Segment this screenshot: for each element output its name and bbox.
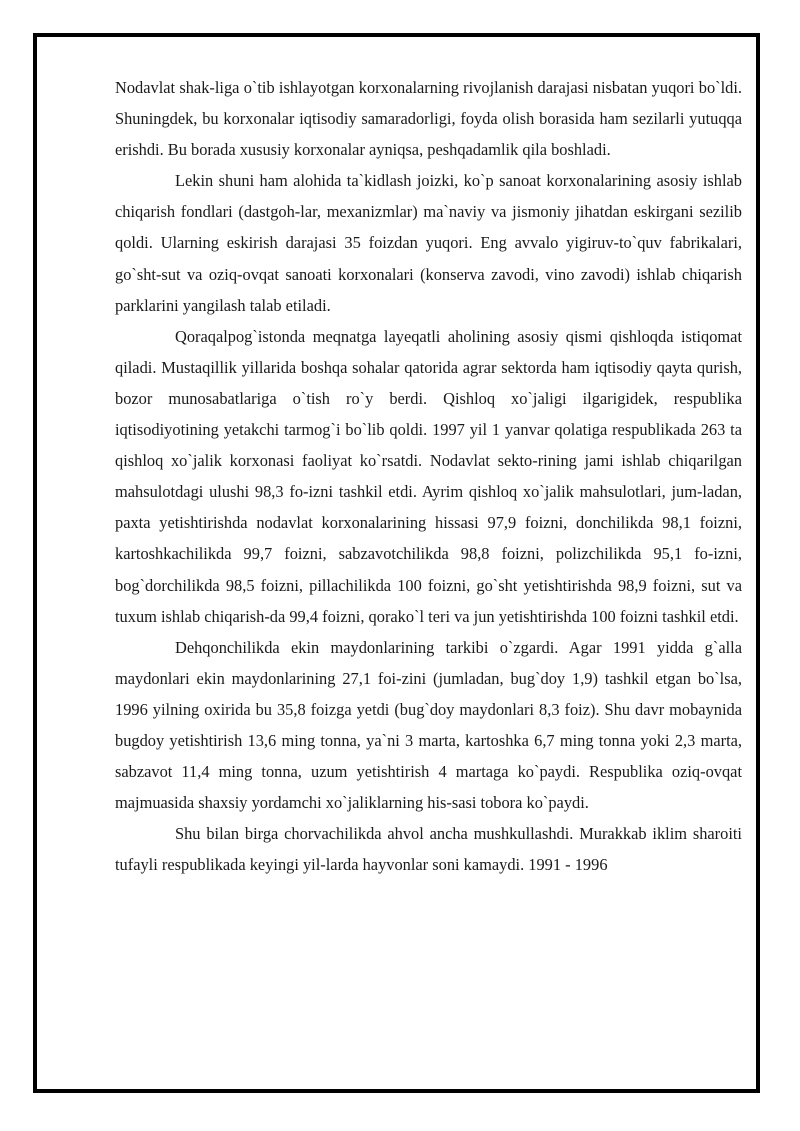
paragraph-2: Lekin shuni ham alohida ta`kidlash joizki, ko`p sanoat korxonalarining asosiy ishlab chiqarish fondlari (dastgoh-lar, mexanizmlar) ma`naviy va jismoniy jihatdan eskirgani sezilib qoldi. Ularning eskirish darajasi 35 foizdan yuqori. Eng avvalo yigiruv-to`quv fabrikalari, go`sht-sut va oziq-ovqat sanoati korxonalari (konserva zavodi, vino zavodi) ishlab chiqarish parklarini yangilash talab etiladi. bbox=[115, 171, 742, 315]
document-body bbox=[115, 72, 742, 880]
paragraph-5: Shu bilan birga chorvachilikda ahvol ancha mushkullashdi. Murakkab iklim sharoiti tufayli respublikada keyingi yil-larda hayvonlar soni kamaydi. 1991 - 1996 bbox=[115, 824, 742, 875]
paragraph-3: Qoraqalpog`istonda meqnatga layeqatli aholining asosiy qismi qishloqda istiqomat qiladi. Mustaqillik yillarida boshqa sohalar qatorida agrar sektorda ham iqtisodiy qayta qurish, bozor munosabatlariga o`tish ro`y berdi. Qishloq xo`jaligi ilgarigidek, respublika iqtisodiyotining yetakchi tarmog`i bo`lib qoldi. 1997 yil 1 yanvar qolatiga respublikada 263 ta qishloq xo`jalik korxonasi faoliyat ko`rsatdi. Nodavlat sekto-rining jami ishlab chiqarilgan mahsulotdagi ulushi 98,3 fo-izni tashkil etdi. Ayrim qishloq xo`jalik mahsulotlari, jum-ladan, paxta yetishtirishda nodavlat korxonalarining hissasi 97,9 foizni, donchilikda 98,1 foizni, kartoshkachilikda 99,7 foizni, sabzavotchilikda 98,8 foizni, polizchilikda 95,1 fo-izni, bog`dorchilikda 98,5 foizni, pillachilikda 100 foizni, go`sht yetishtirishda 98,9 foizni, sut va tuxum ishlab chiqarish-da 99,4 foizni, qorako`l teri va jun yetishtirishda 100 foizni tashkil etdi. bbox=[115, 326, 742, 626]
paragraph-1: Nodavlat shak-liga o`tib ishlayotgan korxonalarning rivojlanish darajasi nisbatan yuqori bo`ldi. Shuningdek, bu korxonalar iqtisodiy samaradorligi, foyda olish borasida ham sezilarli yutuqqa erishdi. Bu borada xususiy korxonalar ayniqsa, peshqadamlik qila boshladi. bbox=[115, 78, 742, 160]
paragraph-4: Dehqonchilikda ekin maydonlarining tarkibi o`zgardi. Agar 1991 yidda g`alla maydonlari ekin maydonlarining 27,1 foi-zini (jumladan, bug`doy 1,9) tashkil etgan bo`lsa, 1996 yilning oxirida bu 35,8 foizga yetdi (bug`doy maydonlari 8,3 foiz). Shu davr mobaynida bugdoy yetishtirish 13,6 ming tonna, ya`ni 3 marta, kartoshka 6,7 ming tonna yoki 2,3 marta, sabzavot 11,4 ming tonna, uzum yetishtirish 4 martaga ko`paydi. Respublika oziq-ovqat majmuasida shaxsiy yordamchi xo`jaliklarning his-sasi tobora ko`paydi. bbox=[115, 637, 742, 813]
